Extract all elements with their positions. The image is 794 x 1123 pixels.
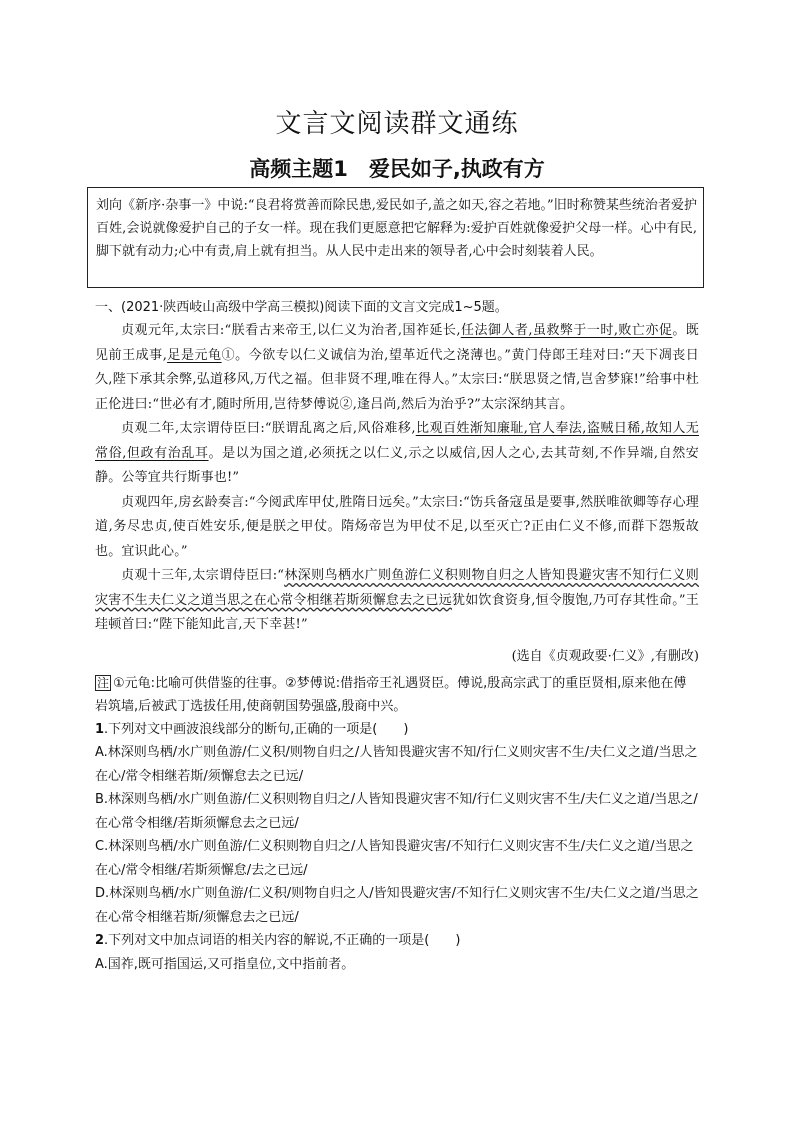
note-mark: 注 (97, 675, 110, 690)
question-1-option-c: C.林深则鸟栖/水广则鱼游/仁义积则物自归之/人皆知畏避灾害/不知行仁义则灾害不生/夫仁义之道/当思之在心/常令相继/若斯须懈怠/去之已远/ (95, 839, 694, 878)
passage-paragraph-2 (95, 417, 699, 491)
passage-text: 犹如饮食资身,恒令腹饱,乃可存其性命。”王珪顿首曰:“陛下能知此言,天下幸甚!” (95, 592, 699, 632)
passage-paragraph-4 (95, 564, 699, 638)
underlined-text: 任法御人者,虽救弊于一时,败亡亦促 (460, 323, 673, 338)
section-header: 一、(2021·陕西岐山高级中学高三模拟)阅读下面的文言文完成1~5题。 (95, 300, 508, 315)
question-stem: .下列对文中画波浪线部分的断句,正确的一项是( ) (104, 721, 409, 737)
page-subtitle: 高频主题1 爱民如子,执政有方 (249, 157, 545, 181)
passage-paragraph-3: 贞观四年,房玄龄奏言:“今阅武库甲仗,胜隋日远矣。”太宗曰:“饬兵备寇虽是要事,然朕唯欲卿等存心理道,务尽忠贞,使百姓安乐,便是朕之甲仗。隋炀帝岂为甲仗不足,以至灭亡?正由仁义不修,而群下怨叛故也。宜识此心。” (95, 494, 699, 559)
passage-paragraph-1 (95, 319, 699, 417)
question-1 (95, 718, 699, 742)
question-2 (95, 929, 699, 953)
question-1-option-d: D.林深则鸟栖/水广则鱼游/仁义积/则物自归之人/皆知畏避灾害/不知行仁义则灾害不生/夫仁义之道/当思之在心常令相继若斯/须懈怠去之已远/ (95, 886, 699, 925)
underlined-text: 比观百姓渐知廉耻,官人奉法,盗贼日稀,故知人无常俗,但政有治乱耳 (95, 421, 699, 461)
passage-text: 贞观二年,太宗谓侍臣曰:“朕谓乱离之后,风俗难移, (121, 421, 416, 436)
passage-text: 贞观十三年,太宗谓侍臣曰:“ (121, 568, 285, 583)
question-2-option-a: A.国祚,既可指国运,又可指皇位,文中指前者。 (95, 956, 355, 972)
question-number: 2 (95, 933, 105, 948)
underlined-text: 足是元龟 (167, 347, 222, 363)
page-title: 文言文阅读群文通练 (275, 109, 519, 139)
intro-text: 刘向《新序·杂事一》中说:“良君将赏善而除民患,爱民如子,盖之如天,容之若地。”旧时称赞某些统治者爱护百姓,会说就像爱护自己的子女一样。现在我们更愿意把它解释为:爱护百姓就像爱护父母一样。心中有民,脚下就有动力;心中有责,肩上就有担当。从人民中走出来的领导者,心中会时刻装着人民。 (96, 198, 697, 259)
question-1-option-a: A.林深则鸟栖/水广则鱼游/仁义积/则物自归之/人皆知畏避灾害不知/行仁义则灾害不生/夫仁义之道/当思之在心/常令相继若斯/须懈怠去之已远/ (95, 745, 698, 784)
main-content (95, 296, 699, 976)
note-text: ①元龟:比喻可供借鉴的往事。②梦傅说:借指帝王礼遇贤臣。傅说,殷高宗武丁的重臣贤相,原来他在傅岩筑墙,后被武丁选拔任用,使商朝国势强盛,殷商中兴。 (95, 675, 687, 714)
question-1-option-b: B.林深则鸟栖/水广则鱼游/仁义积则物自归之/人皆知畏避灾害不知/行仁义则灾害不生/夫仁义之道/当思之/在心常令相继/若斯须懈怠去之已远/ (95, 792, 698, 831)
passage-text: 。是以为国之道,必须抚之以仁义,示之以威信,因人之心,去其苛刻,不作异端,自然安静。公等宜共行斯事也!” (95, 445, 699, 485)
passage-text: ①。今欲专以仁义诚信为治,望革近代之浇薄也。”黄门侍郎王珪对曰:“天下凋丧日久,陛下承其余弊,弘道移风,万代之福。但非贤不理,唯在得人。”太宗曰:“朕思贤之情,岂舍梦寐!”给事中杜正伦进曰:“世必有才,随时所用,岂待梦傅说②,逢吕尚,然后为治乎?”太宗深纳其言。 (95, 347, 700, 412)
question-number: 1 (95, 721, 105, 737)
footnote (95, 672, 699, 718)
intro-box (87, 187, 704, 288)
passage-text: 贞观元年,太宗曰:“朕看古来帝王,以仁义为治者,国祚延长, (121, 323, 461, 338)
wavy-underlined-text: 林深则鸟栖水广则鱼游仁义积则物自归之人皆知畏避灾害不知行仁义则灾害不生夫仁义之道当思之在心常令相继若斯须懈怠去之已远 (95, 568, 700, 608)
source-citation: (选自《贞观政要·仁义》,有删改) (511, 648, 699, 664)
question-stem: .下列对文中加点词语的相关内容的解说,不正确的一项是( ) (104, 933, 461, 948)
passage-text: 。既见前王成事, (95, 323, 700, 363)
